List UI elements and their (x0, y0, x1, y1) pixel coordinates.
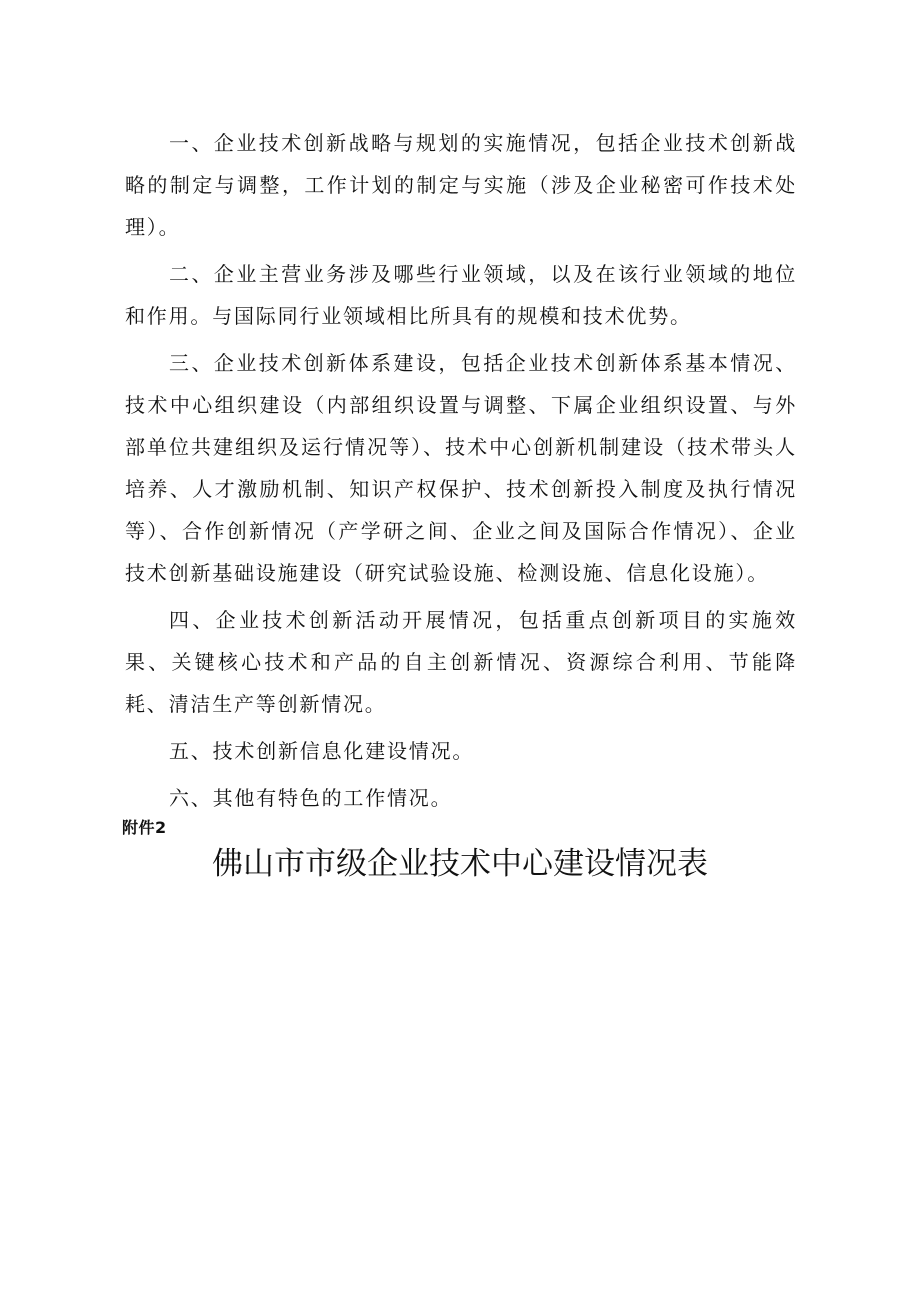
paragraph-strategy: 一、企业技术创新战略与规划的实施情况，包括企业技术创新战略的制定与调整，工作计划的制定与实施（涉及企业秘密可作技术处理）。 (125, 131, 797, 239)
paragraph-other-features: 六、其他有特色的工作情况。 (169, 786, 453, 810)
paragraph-innovation-activities: 四、企业技术创新活动开展情况，包括重点创新项目的实施效果、关键核心技术和产品的自主创新情况、资源综合利用、节能降耗、清洁生产等创新情况。 (125, 608, 797, 716)
attachment-label: 附件2 (122, 818, 167, 837)
table-title: 佛山市市级企业技术中心建设情况表 (212, 846, 708, 882)
paragraph-innovation-system: 三、企业技术创新体系建设，包括企业技术创新体系基本情况、技术中心组织建设（内部组织设置与调整、下属企业组织设置、与外部单位共建组织及运行情况等）、技术中心创新机制建设（技术带头人培养、人才激励机制、知识产权保护、技术创新投入制度及执行情况等）、合作创新情况（产学研之间、企业之间及国际合作情况）、企业技术创新基础设施建设（研究试验设施、检测设施、信息化设施）。 (125, 351, 797, 585)
document-body (125, 122, 797, 824)
paragraph-informatization: 五、技术创新信息化建设情况。 (169, 739, 475, 763)
paragraph-business: 二、企业主营业务涉及哪些行业领域，以及在该行业领域的地位和作用。与国际同行业领域相比所具有的规模和技术优势。 (125, 262, 797, 328)
